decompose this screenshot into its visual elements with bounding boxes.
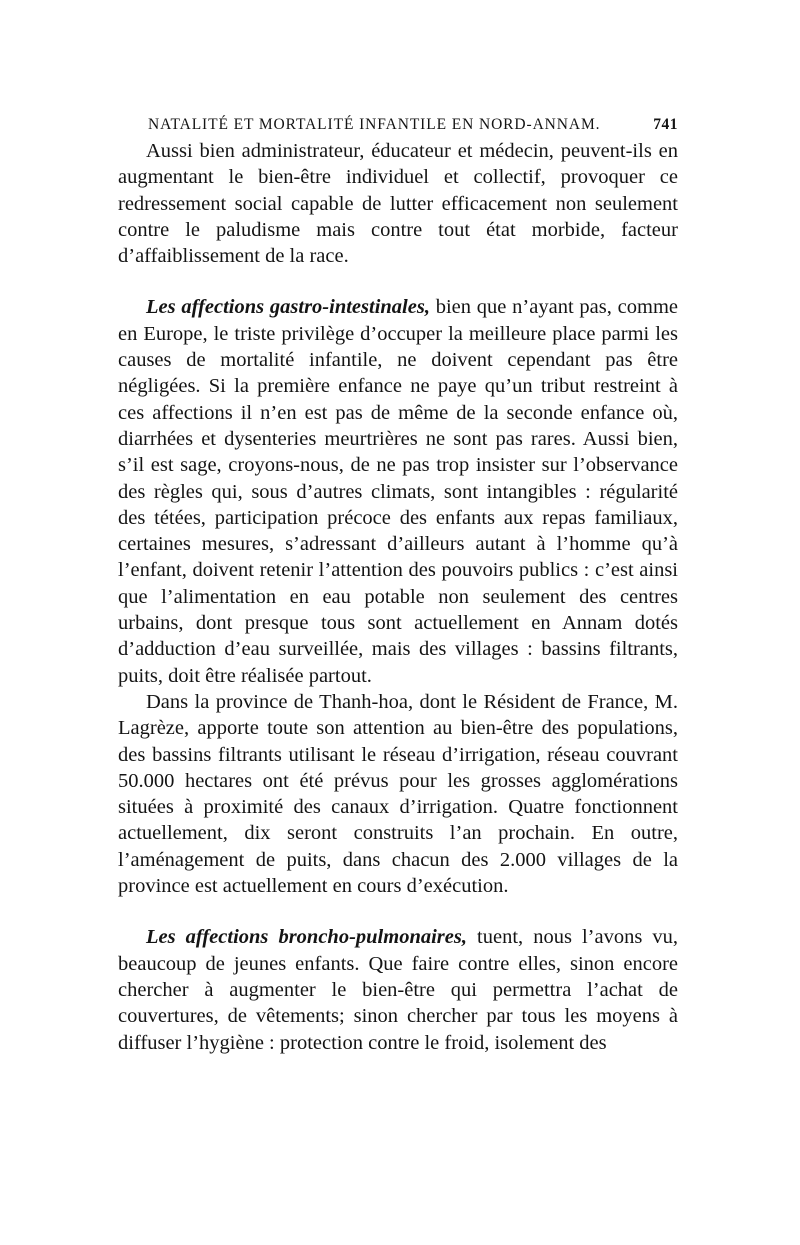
paragraph-2-lead: Les affections gastro-intestinales, xyxy=(146,296,430,319)
paragraph-4 xyxy=(118,924,678,1055)
paragraph-2 xyxy=(118,294,678,688)
paragraph-2-text: bien que n’ayant pas, comme en Europe, le triste privilège d’occuper la meilleure place parmi les causes de mortalité infantile, ne doivent cependant pas être négligées. Si la première enfance ne paye qu’un tribut restreint à ces affections il n’en est pas de même de la seconde enfance où, diarrhées et dysenteries meurtrières ne sont pas rares. Aussi bien, s’il est sage, croyons-nous, de ne pas trop insister sur l’observance des règles qui, sous d’autres climats, sont intangibles : régularité des tétées, participation précoce des enfants aux repas familiaux, certaines mesures, s’adressant d’ailleurs autant à l’homme qu’à l’enfant, doivent retenir l’attention des pouvoirs publics : c’est ainsi que l’alimentation en eau potable non seulement des centres urbains, dont presque tous sont actuellement en Annam dotés d’adduction d’eau surveillée, mais des villages : bassins filtrants, puits, doit être réalisée partout. xyxy=(118,296,679,687)
running-header xyxy=(148,116,678,134)
running-title: NATALITÉ ET MORTALITÉ INFANTILE EN NORD-ANNAM. xyxy=(148,116,601,133)
book-page xyxy=(118,116,678,1056)
paragraph-4-lead: Les affections broncho-pulmonaires, xyxy=(146,926,467,949)
page-number: 741 xyxy=(653,116,678,133)
paragraph-3: Dans la province de Thanh-hoa, dont le Résident de France, M. Lagrèze, apporte toute son attention au bien-être des populations, des bassins filtrants utilisant le réseau d’irrigation, réseau couvrant 50.000 hectares ont été prévus pour les grosses agglomérations situées à proximité des canaux d’irrigation. Quatre fonctionnent actuellement, dix seront construits l’an prochain. En outre, l’aménagement de puits, dans chacun des 2.000 villages de la province est actuellement en cours d’exécution. xyxy=(118,690,678,898)
paragraph-1: Aussi bien administrateur, éducateur et médecin, peuvent-ils en augmentant le bien-être individuel et collectif, provoquer ce redressement social capable de lutter efficacement non seulement contre le paludisme mais contre tout état morbide, facteur d’affaiblissement de la race. xyxy=(118,140,678,268)
paragraph-4-text: tuent, nous l’avons vu, beaucoup de jeunes enfants. Que faire contre elles, sinon encore chercher à augmenter le bien-être qui permettra l’achat de couvertures, de vêtements; sinon chercher par tous les moyens à diffuser l’hygiène : protection contre le froid, isolement des xyxy=(118,926,678,1054)
